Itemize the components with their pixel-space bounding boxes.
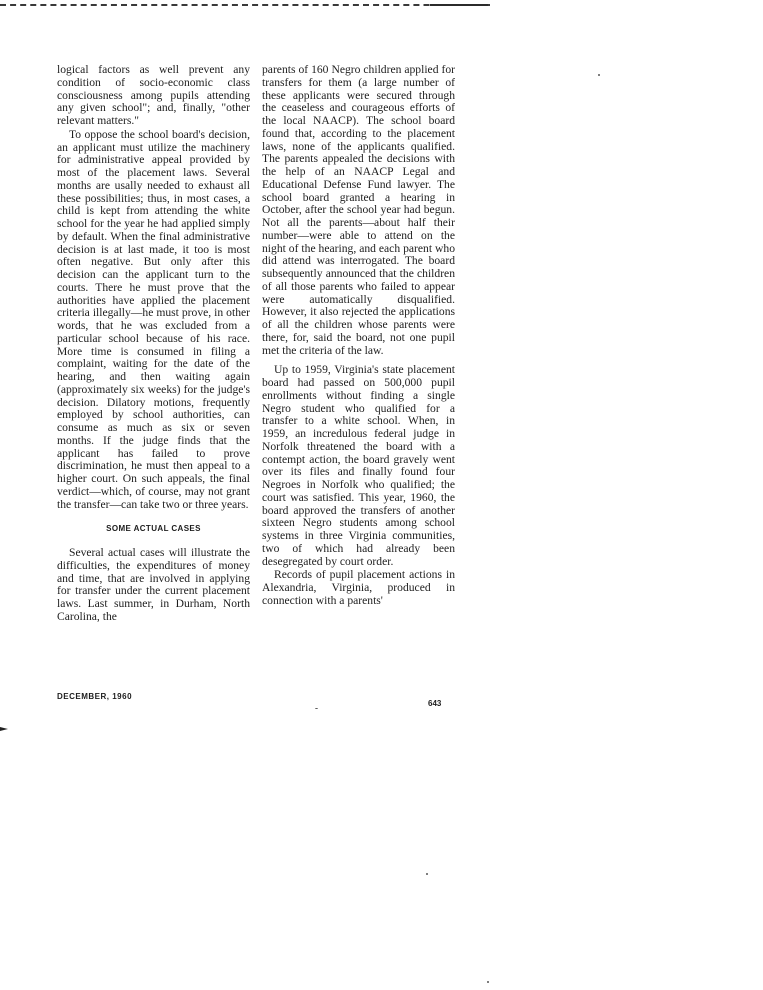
scan-arrow-mark xyxy=(0,726,8,732)
left-column xyxy=(57,64,250,624)
issue-date: DECEMBER, 1960 xyxy=(57,692,133,701)
paragraph: Several actual cases will illustrate the difficulties, the expenditures of money and time, that are involved in applying for transfer under the current placement laws. Last summer, in Durham, North Carolina, the xyxy=(57,546,250,623)
paragraph: parents of 160 Negro children applied for transfers for them (a large number of these applicants were secured through the ceaseless and courageous efforts of the local NAACP). The school board found that, according to the placement laws, none of the applicants qualified. The parents appealed the decisions with the help of an NAACP Legal and Educational Defense Fund lawyer. The school board granted a hearing in October, after the school year had begun. Not all the parents—about half their number—were able to attend on the night of the hearing, and each parent who did attend was interrogated. The board subsequently announced that the children of all those parents who failed to appear were automatically disqualified. However, it also rejected the applications of all the children whose parents were there, for, said the board, not one pupil met the criteria of the law. xyxy=(262,63,455,357)
scan-top-edge-dark xyxy=(430,4,488,6)
scan-top-edge xyxy=(0,4,490,6)
paragraph: Up to 1959, Virginia's state placement board had passed on 500,000 pupil enrollments without finding a single Negro student who qualified for a transfer to a white school. When, in 1959, an incredulous federal judge in Norfolk threatened the board with a contempt action, the board gravely went over its files and finally found four Negroes in Norfolk who qualified; the court was satisfied. This year, 1960, the board approved the transfers of another sixteen Negro students among school systems in three Virginia communities, two of which had already been desegregated by court order. xyxy=(262,363,455,568)
paragraph: logical factors as well prevent any condition of socio-economic class consciousness among pupils attending any given school"; and, finally, "other relevant matters." xyxy=(57,63,250,127)
scan-speck xyxy=(315,708,318,709)
scan-speck xyxy=(598,74,600,76)
section-heading: SOME ACTUAL CASES xyxy=(106,524,201,534)
right-column xyxy=(262,64,455,608)
paragraph: Records of pupil placement actions in Alexandria, Virginia, produced in connection with a parents' xyxy=(262,568,455,607)
scan-speck xyxy=(487,981,489,983)
scan-speck xyxy=(426,873,428,875)
paragraph: To oppose the school board's decision, an applicant must utilize the machinery for administrative appeal provided by most of the placement laws. Several months are usally needed to exhaust all these possibilities; thus, in most cases, a child is kept from attending the white school for the year he had applied simply by default. When the final administrative decision is at last made, it too is most often negative. But only after this decision can the applicant turn to the courts. There he must prove that the authorities have applied the placement criteria illegally—he must prove, in other words, that he was excluded from a particular school because of his race. More time is consumed in filing a complaint, waiting for the date of the hearing, and then waiting again (approximately six weeks) for the judge's decision. Dilatory motions, frequently employed by school authorities, can consume as much as six or seven months. If the judge finds that the applicant has failed to prove discrimination, he must then appeal to a higher court. On such appeals, the final verdict—which, of course, may not grant the transfer—can take two or three years. xyxy=(57,127,250,511)
page-number: 643 xyxy=(428,699,442,708)
